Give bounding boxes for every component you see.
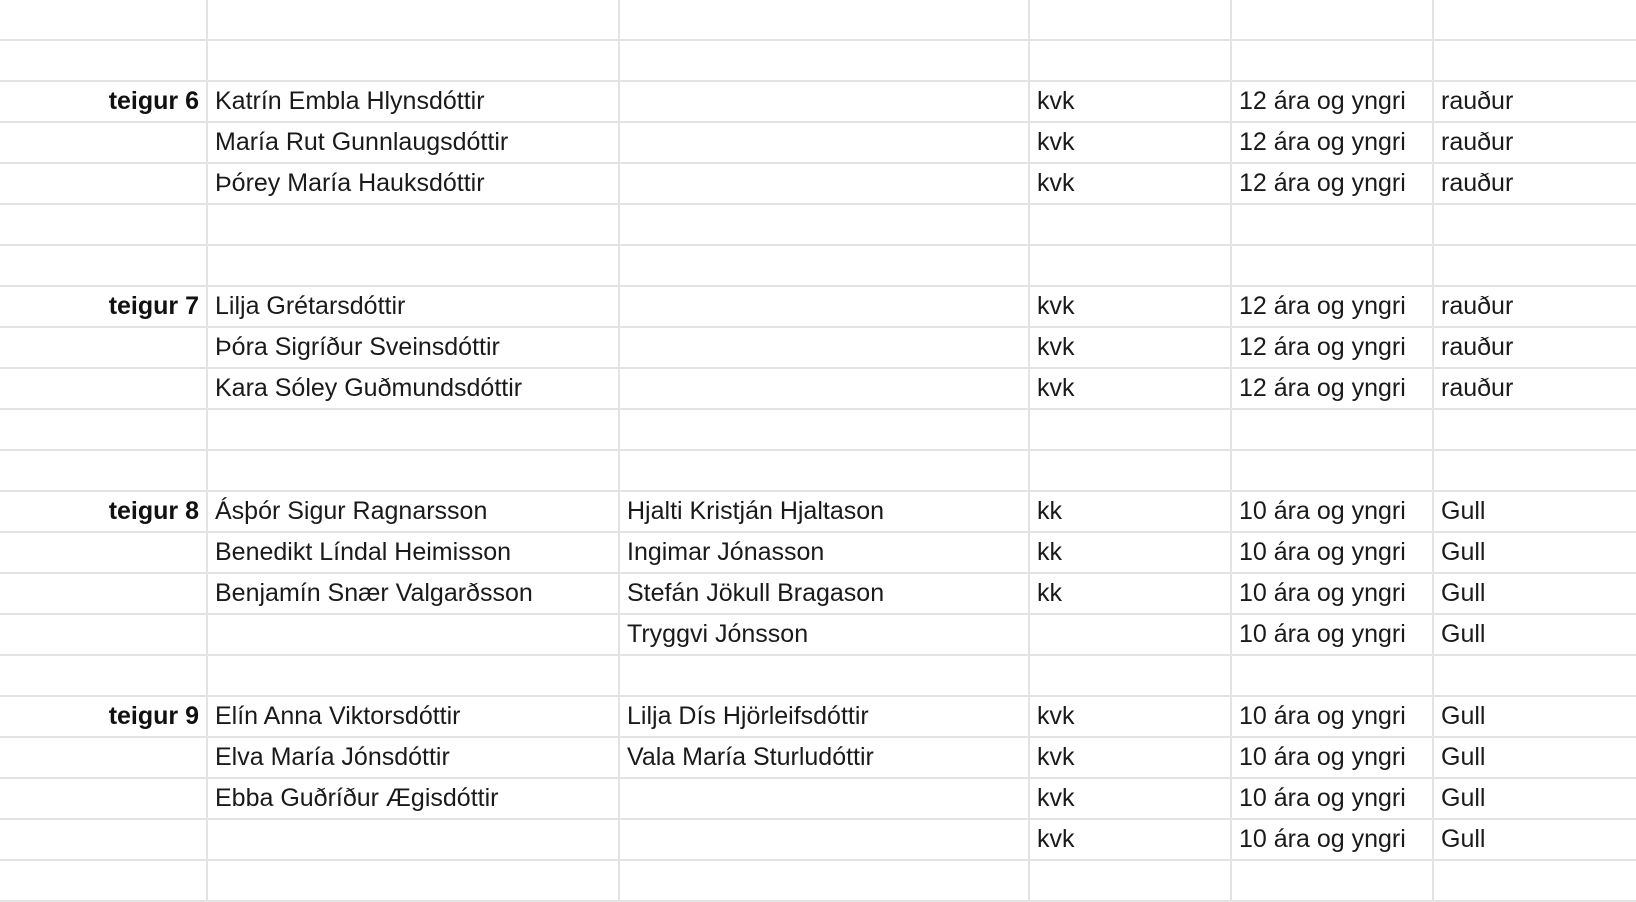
- tee-color-cell[interactable]: [1433, 450, 1636, 491]
- table-row: [0, 0, 1636, 40]
- gender-cell[interactable]: [1029, 245, 1231, 286]
- team-label-cell[interactable]: [0, 204, 207, 245]
- partner-name-cell[interactable]: [619, 819, 1029, 860]
- table-row: [0, 573, 1636, 614]
- player-name-cell[interactable]: Kara Sóley Guðmundsdóttir: [207, 368, 619, 409]
- table-row: [0, 245, 1636, 286]
- player-name-cell[interactable]: Katrín Embla Hlynsdóttir: [207, 81, 619, 122]
- player-name-cell[interactable]: [207, 450, 619, 491]
- partner-name-cell[interactable]: [619, 204, 1029, 245]
- table-row: [0, 532, 1636, 573]
- table-row: [0, 491, 1636, 532]
- gender-cell[interactable]: kvk: [1029, 163, 1231, 204]
- gender-cell[interactable]: kvk: [1029, 368, 1231, 409]
- player-name-cell[interactable]: [207, 614, 619, 655]
- age-group-cell[interactable]: [1231, 450, 1433, 491]
- gender-cell[interactable]: kk: [1029, 573, 1231, 614]
- age-group-cell[interactable]: [1231, 655, 1433, 696]
- table-row: [0, 737, 1636, 778]
- table-row: [0, 368, 1636, 409]
- gender-cell[interactable]: [1029, 655, 1231, 696]
- tee-color-cell[interactable]: Gull: [1433, 696, 1636, 737]
- player-name-cell[interactable]: Elva María Jónsdóttir: [207, 737, 619, 778]
- player-name-cell[interactable]: María Rut Gunnlaugsdóttir: [207, 122, 619, 163]
- age-group-cell[interactable]: [1231, 0, 1433, 40]
- player-name-cell[interactable]: [207, 860, 619, 901]
- tee-color-cell[interactable]: [1433, 40, 1636, 81]
- age-group-cell[interactable]: 10 ára og yngri: [1231, 696, 1433, 737]
- team-label-cell[interactable]: [0, 40, 207, 81]
- team-label-cell[interactable]: [0, 409, 207, 450]
- partner-name-cell[interactable]: [619, 286, 1029, 327]
- partner-name-cell[interactable]: [619, 40, 1029, 81]
- player-name-cell[interactable]: Þórey María Hauksdóttir: [207, 163, 619, 204]
- team-label-cell[interactable]: [0, 532, 207, 573]
- table-row: [0, 204, 1636, 245]
- partner-name-cell[interactable]: [619, 81, 1029, 122]
- team-label-cell[interactable]: [0, 778, 207, 819]
- player-name-cell[interactable]: [207, 0, 619, 40]
- player-name-cell[interactable]: [207, 409, 619, 450]
- team-label-cell[interactable]: [0, 655, 207, 696]
- gender-cell[interactable]: kvk: [1029, 737, 1231, 778]
- gender-cell[interactable]: kvk: [1029, 778, 1231, 819]
- tee-color-cell[interactable]: [1433, 0, 1636, 40]
- tee-color-cell[interactable]: [1433, 409, 1636, 450]
- partner-name-cell[interactable]: Ingimar Jónasson: [619, 532, 1029, 573]
- partner-name-cell[interactable]: [619, 0, 1029, 40]
- gender-cell[interactable]: kk: [1029, 491, 1231, 532]
- team-label-cell[interactable]: [0, 327, 207, 368]
- age-group-cell[interactable]: 12 ára og yngri: [1231, 327, 1433, 368]
- team-label-cell[interactable]: [0, 368, 207, 409]
- table-row: [0, 122, 1636, 163]
- partner-name-cell[interactable]: [619, 450, 1029, 491]
- gender-cell[interactable]: kk: [1029, 532, 1231, 573]
- tee-color-cell[interactable]: rauður: [1433, 286, 1636, 327]
- tee-color-cell[interactable]: Gull: [1433, 573, 1636, 614]
- tee-color-cell[interactable]: [1433, 204, 1636, 245]
- partner-name-cell[interactable]: [619, 368, 1029, 409]
- gender-cell[interactable]: [1029, 40, 1231, 81]
- tee-color-cell[interactable]: [1433, 655, 1636, 696]
- partner-name-cell[interactable]: [619, 327, 1029, 368]
- player-name-cell[interactable]: [207, 655, 619, 696]
- age-group-cell[interactable]: 12 ára og yngri: [1231, 122, 1433, 163]
- gender-cell[interactable]: kvk: [1029, 327, 1231, 368]
- tee-color-cell[interactable]: Gull: [1433, 737, 1636, 778]
- table-row: [0, 819, 1636, 860]
- player-name-cell[interactable]: [207, 204, 619, 245]
- player-name-cell[interactable]: Ásþór Sigur Ragnarsson: [207, 491, 619, 532]
- age-group-cell[interactable]: 10 ára og yngri: [1231, 737, 1433, 778]
- player-name-cell[interactable]: Lilja Grétarsdóttir: [207, 286, 619, 327]
- partner-name-cell[interactable]: [619, 245, 1029, 286]
- partner-name-cell[interactable]: Vala María Sturludóttir: [619, 737, 1029, 778]
- partner-name-cell[interactable]: Stefán Jökull Bragason: [619, 573, 1029, 614]
- partner-name-cell[interactable]: [619, 163, 1029, 204]
- gender-cell[interactable]: kvk: [1029, 122, 1231, 163]
- tee-color-cell[interactable]: Gull: [1433, 778, 1636, 819]
- table-row: [0, 409, 1636, 450]
- gender-cell[interactable]: [1029, 0, 1231, 40]
- tee-color-cell[interactable]: rauður: [1433, 327, 1636, 368]
- player-name-cell[interactable]: [207, 245, 619, 286]
- partner-name-cell[interactable]: [619, 655, 1029, 696]
- tee-color-cell[interactable]: rauður: [1433, 81, 1636, 122]
- age-group-cell[interactable]: 10 ára og yngri: [1231, 573, 1433, 614]
- player-name-cell[interactable]: Ebba Guðríður Ægisdóttir: [207, 778, 619, 819]
- player-name-cell[interactable]: Benedikt Líndal Heimisson: [207, 532, 619, 573]
- team-label-cell[interactable]: [0, 450, 207, 491]
- gender-cell[interactable]: [1029, 450, 1231, 491]
- table-row: [0, 40, 1636, 81]
- tee-color-cell[interactable]: Gull: [1433, 491, 1636, 532]
- gender-cell[interactable]: [1029, 860, 1231, 901]
- gender-cell[interactable]: [1029, 204, 1231, 245]
- team-label-cell[interactable]: [0, 819, 207, 860]
- tee-color-cell[interactable]: Gull: [1433, 819, 1636, 860]
- table-row: [0, 655, 1636, 696]
- tee-color-cell[interactable]: rauður: [1433, 368, 1636, 409]
- table-row: [0, 286, 1636, 327]
- tee-color-cell[interactable]: Gull: [1433, 532, 1636, 573]
- table-row: [0, 327, 1636, 368]
- age-group-cell[interactable]: 10 ára og yngri: [1231, 778, 1433, 819]
- tee-color-cell[interactable]: Gull: [1433, 614, 1636, 655]
- gender-cell[interactable]: [1029, 614, 1231, 655]
- age-group-cell[interactable]: [1231, 245, 1433, 286]
- partner-name-cell[interactable]: [619, 122, 1029, 163]
- tee-color-cell[interactable]: [1433, 860, 1636, 901]
- team-label-cell[interactable]: teigur 9: [0, 696, 207, 737]
- gender-cell[interactable]: kvk: [1029, 81, 1231, 122]
- gender-cell[interactable]: [1029, 409, 1231, 450]
- partner-name-cell[interactable]: Hjalti Kristján Hjaltason: [619, 491, 1029, 532]
- player-name-cell[interactable]: Þóra Sigríður Sveinsdóttir: [207, 327, 619, 368]
- team-label-cell[interactable]: [0, 614, 207, 655]
- tee-color-cell[interactable]: rauður: [1433, 163, 1636, 204]
- age-group-cell[interactable]: 12 ára og yngri: [1231, 368, 1433, 409]
- table-row: [0, 81, 1636, 122]
- team-label-cell[interactable]: teigur 7: [0, 286, 207, 327]
- age-group-cell[interactable]: 10 ára og yngri: [1231, 491, 1433, 532]
- team-label-cell[interactable]: teigur 8: [0, 491, 207, 532]
- age-group-cell[interactable]: [1231, 860, 1433, 901]
- partner-name-cell[interactable]: Tryggvi Jónsson: [619, 614, 1029, 655]
- team-label-cell[interactable]: [0, 245, 207, 286]
- team-label-cell[interactable]: [0, 737, 207, 778]
- gender-cell[interactable]: kvk: [1029, 286, 1231, 327]
- age-group-cell[interactable]: 12 ára og yngri: [1231, 81, 1433, 122]
- partner-name-cell[interactable]: Lilja Dís Hjörleifsdóttir: [619, 696, 1029, 737]
- gender-cell[interactable]: kvk: [1029, 696, 1231, 737]
- partner-name-cell[interactable]: [619, 409, 1029, 450]
- team-label-cell[interactable]: [0, 163, 207, 204]
- table-row: [0, 860, 1636, 901]
- table-row: [0, 614, 1636, 655]
- age-group-cell[interactable]: 10 ára og yngri: [1231, 614, 1433, 655]
- player-name-cell[interactable]: Benjamín Snær Valgarðsson: [207, 573, 619, 614]
- player-name-cell[interactable]: [207, 40, 619, 81]
- table-row: [0, 450, 1636, 491]
- player-name-cell[interactable]: Elín Anna Viktorsdóttir: [207, 696, 619, 737]
- team-label-cell[interactable]: [0, 860, 207, 901]
- age-group-cell[interactable]: 10 ára og yngri: [1231, 819, 1433, 860]
- table-row: [0, 163, 1636, 204]
- tee-color-cell[interactable]: rauður: [1433, 122, 1636, 163]
- age-group-cell[interactable]: 12 ára og yngri: [1231, 286, 1433, 327]
- age-group-cell[interactable]: [1231, 40, 1433, 81]
- gender-cell[interactable]: kvk: [1029, 819, 1231, 860]
- table-row: [0, 778, 1636, 819]
- team-label-cell[interactable]: [0, 122, 207, 163]
- team-label-cell[interactable]: [0, 0, 207, 40]
- team-label-cell[interactable]: [0, 573, 207, 614]
- age-group-cell[interactable]: [1231, 409, 1433, 450]
- partner-name-cell[interactable]: [619, 860, 1029, 901]
- team-label-cell[interactable]: teigur 6: [0, 81, 207, 122]
- table-row: [0, 696, 1636, 737]
- age-group-cell[interactable]: 10 ára og yngri: [1231, 532, 1433, 573]
- player-name-cell[interactable]: [207, 819, 619, 860]
- partner-name-cell[interactable]: [619, 778, 1029, 819]
- age-group-cell[interactable]: [1231, 204, 1433, 245]
- age-group-cell[interactable]: 12 ára og yngri: [1231, 163, 1433, 204]
- tee-color-cell[interactable]: [1433, 245, 1636, 286]
